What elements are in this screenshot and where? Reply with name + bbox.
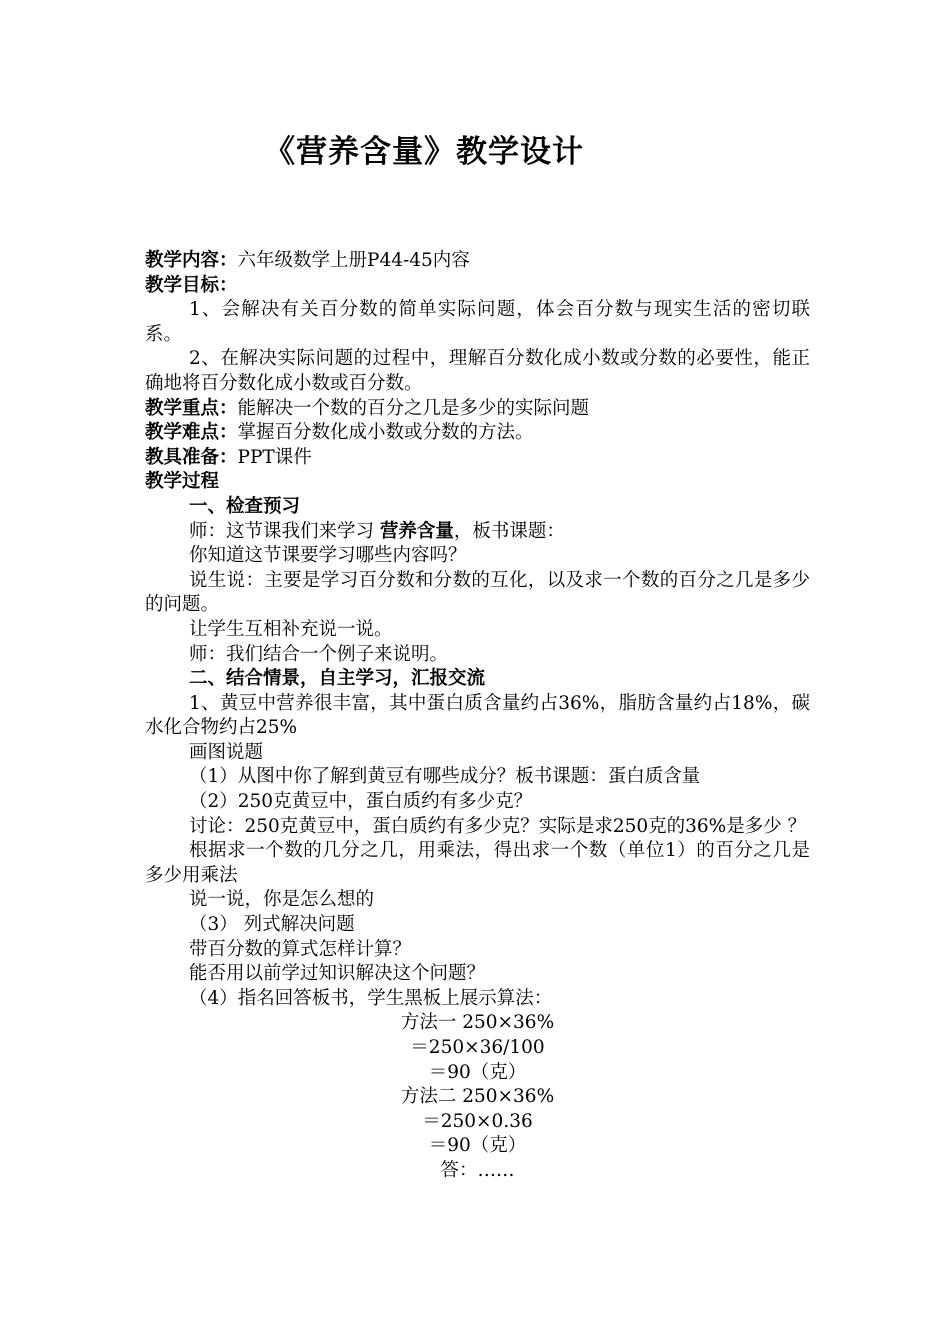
goals-line bbox=[145, 274, 810, 299]
method2-line3: ＝90（克） bbox=[428, 1135, 527, 1157]
difficulty-label: 教学难点： bbox=[145, 422, 238, 444]
method1-line2: ＝250×36/100 bbox=[410, 1037, 545, 1058]
method2-line2: ＝250×0.36 bbox=[422, 1110, 533, 1132]
process-label: 教学过程 bbox=[145, 471, 220, 493]
method2-line1: 方法二 250×36% bbox=[400, 1086, 555, 1108]
goals-label: 教学目标： bbox=[145, 274, 238, 296]
section2-heading: 二、结合情景，自主学习，汇报交流 bbox=[189, 668, 486, 690]
section2-p6: 根据求一个数的几分之几，用乘法，得出求一个数（单位1）的百分之几是多少用乘法 bbox=[145, 840, 810, 886]
section1-heading: 一、检查预习 bbox=[189, 495, 301, 517]
section1-line1-suffix: ，板书课题： bbox=[453, 520, 565, 542]
goal-item-1: 1、会解决有关百分数的简单实际问题，体会百分数与现实生活的密切联系。 bbox=[145, 299, 810, 345]
process-line bbox=[145, 470, 810, 495]
tools-text: PPT课件 bbox=[237, 446, 312, 468]
content-line bbox=[145, 249, 810, 274]
section2-p11: （4）指名回答板书，学生黑板上展示算法： bbox=[189, 987, 553, 1009]
tools-line bbox=[145, 446, 810, 471]
method1-line1: 方法一 250×36% bbox=[400, 1012, 555, 1034]
goal-item-2: 2、在解决实际问题的过程中，理解百分数化成小数或分数的必要性，能正确地将百分数化成小数或百分数。 bbox=[145, 348, 810, 394]
content-label: 教学内容： bbox=[145, 250, 238, 271]
answer-line: 答：…… bbox=[440, 1159, 515, 1181]
section1-line2: 你知道这节课要学习哪些内容吗？ bbox=[189, 545, 467, 567]
document-title: 《营养含量》教学设计 bbox=[264, 134, 584, 170]
section2-p2: 画图说题 bbox=[189, 741, 264, 763]
key-point-line bbox=[145, 397, 810, 422]
section1-line3: 说生说：主要是学习百分数和分数的互化，以及求一个数的百分之几是多少的问题。 bbox=[145, 569, 810, 616]
section2-p8: （3） 列式解决问题 bbox=[189, 914, 355, 936]
section2-p9: 带百分数的算式怎样计算？ bbox=[189, 938, 412, 960]
section1-line4: 让学生互相补充说一说。 bbox=[189, 618, 393, 640]
method1-line3: ＝90（克） bbox=[428, 1061, 527, 1083]
section2-p1: 1、黄豆中营养很丰富，其中蛋白质含量约占36%，脂肪含量约占18%，碳水化合物约占25% bbox=[145, 692, 810, 739]
difficulty-text: 掌握百分数化成小数或分数的方法。 bbox=[237, 422, 534, 444]
difficulty-line bbox=[145, 421, 810, 446]
section2-p3: （1）从图中你了解到黄豆有哪些成分？板书课题：蛋白质含量 bbox=[189, 766, 701, 788]
section1-line1-bold: 营养含量 bbox=[379, 520, 454, 542]
key-point-label: 教学重点： bbox=[145, 397, 238, 419]
section2-p5: 讨论：250克黄豆中，蛋白质约有多少克？实际是求250克的36%是多少 ？ bbox=[189, 815, 807, 837]
section2-p10: 能否用以前学过知识解决这个问题？ bbox=[189, 963, 486, 985]
section1-line5: 师：我们结合一个例子来说明。 bbox=[189, 643, 449, 665]
content-text: 六年级数学上册P44-45内容 bbox=[237, 250, 470, 271]
section2-p7: 说一说，你是怎么想的 bbox=[189, 889, 375, 911]
tools-label: 教具准备： bbox=[145, 446, 238, 468]
section2-p4: （2）250克黄豆中，蛋白质约有多少克？ bbox=[189, 791, 533, 813]
document-body bbox=[145, 249, 810, 1184]
section1-line1 bbox=[145, 520, 810, 545]
key-point-text: 能解决一个数的百分之几是多少的实际问题 bbox=[237, 397, 590, 419]
section1-line1-prefix: 师：这节课我们来学习 bbox=[189, 520, 380, 542]
